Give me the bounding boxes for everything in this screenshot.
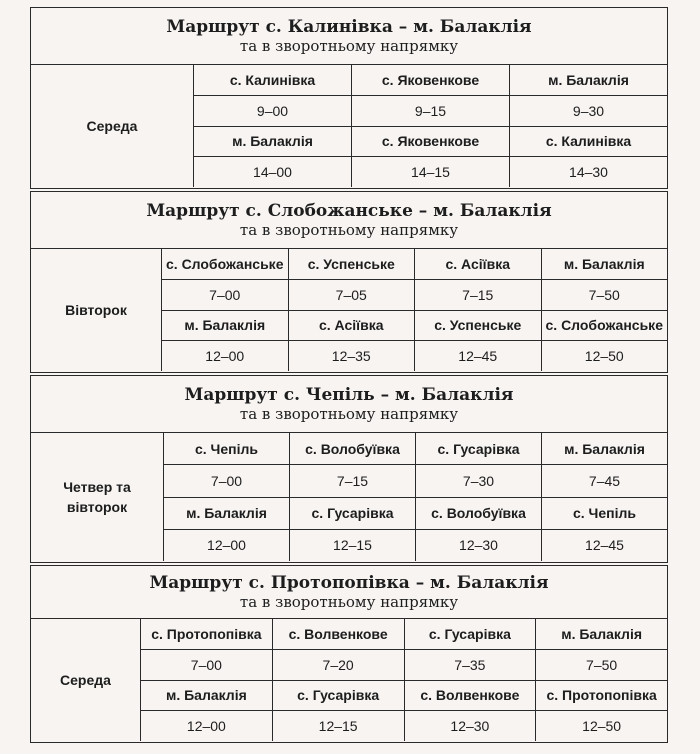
stop-name: м. Балаклія [141, 681, 273, 711]
route-day: Середа [31, 619, 141, 741]
stop-name: с. Протопопівка [141, 619, 273, 649]
table-row [194, 65, 667, 96]
route-header [31, 8, 667, 65]
route-header [31, 566, 667, 619]
route-block [30, 375, 668, 563]
stop-name: м. Балаклія [164, 498, 290, 529]
departure-time: 14–00 [194, 157, 352, 187]
route-header [31, 376, 667, 433]
timetable-grid [194, 65, 667, 187]
departure-time: 12–00 [141, 711, 273, 741]
table-row [162, 341, 667, 371]
route-block [30, 7, 668, 189]
departure-time: 12–30 [405, 711, 537, 741]
route-title: Маршрут с. Слобожанське – м. Балаклія [146, 201, 552, 221]
stop-name: с. Волобуївка [290, 433, 416, 464]
stop-name: с. Успенське [415, 311, 542, 341]
route-block [30, 191, 668, 373]
departure-time: 12–15 [273, 711, 405, 741]
stop-name: с. Гусарівка [405, 619, 537, 649]
departure-time: 7–00 [162, 280, 289, 310]
route-subtitle: та в зворотньому напрямку [239, 221, 459, 239]
stop-name: м. Балаклія [563, 255, 645, 272]
stop-name: с. Асіївка [289, 311, 416, 341]
table-row [141, 650, 667, 681]
table-row [141, 619, 667, 650]
departure-time: 7–45 [588, 472, 621, 489]
departure-time: 12–35 [289, 341, 416, 371]
departure-time: 9–30 [572, 102, 605, 119]
departure-time: 12–50 [582, 718, 622, 735]
departure-time: 12–45 [585, 537, 624, 554]
table-row [194, 157, 667, 187]
route-subtitle: та в зворотньому напрямку [239, 593, 459, 611]
departure-time: 7–00 [164, 465, 290, 496]
table-row [141, 681, 667, 712]
departure-time: 9–00 [194, 96, 352, 126]
route-title: Маршрут с. Протопопівка – м. Балаклія [149, 573, 549, 593]
departure-time: 14–15 [352, 157, 510, 187]
stop-name: м. Балаклія [194, 127, 352, 157]
stop-name: м. Балаклія [162, 311, 289, 341]
route-day: Вівторок [31, 249, 162, 371]
stop-name: с. Протопопівка [546, 687, 657, 704]
departure-time: 7–05 [289, 280, 416, 310]
table-row [194, 127, 667, 158]
departure-time: 7–35 [405, 650, 537, 680]
stop-name: с. Успенське [289, 249, 416, 279]
stop-name: с. Чепіль [164, 433, 290, 464]
timetable-grid [162, 249, 667, 371]
stop-name: с. Волобуївка [416, 498, 542, 529]
stop-name: с. Гусарівка [290, 498, 416, 529]
stop-name: с. Слобожанське [545, 317, 663, 334]
stop-name: с. Волвенкове [405, 681, 537, 711]
table-row [164, 530, 667, 561]
route-day: Середа [31, 65, 194, 187]
table-row [162, 311, 667, 342]
departure-time: 7–50 [586, 656, 618, 673]
route-subtitle: та в зворотньому напрямку [239, 37, 459, 55]
departure-time: 12–00 [162, 341, 289, 371]
table-row [141, 711, 667, 741]
stop-name: с. Яковенкове [352, 127, 510, 157]
departure-time: 7–15 [415, 280, 542, 310]
departure-time: 12–15 [290, 530, 416, 561]
table-row [164, 433, 667, 465]
departure-time: 7–15 [290, 465, 416, 496]
departure-time: 7–00 [141, 650, 273, 680]
table-row [164, 498, 667, 530]
route-title: Маршрут с. Чепіль – м. Балаклія [184, 385, 514, 405]
departure-time: 12–00 [164, 530, 290, 561]
stop-name: с. Яковенкове [352, 65, 510, 95]
stop-name: с. Гусарівка [416, 433, 542, 464]
route-day: Четвер та вівторок [31, 433, 164, 561]
departure-time: 7–30 [416, 465, 542, 496]
route-title: Маршрут с. Калинівка – м. Балаклія [166, 17, 532, 37]
timetable-grid [164, 433, 667, 561]
departure-time: 7–20 [273, 650, 405, 680]
stop-name: м. Балаклія [564, 440, 645, 457]
stop-name: с. Калинівка [545, 133, 632, 150]
timetable-grid [141, 619, 667, 741]
departure-time: 9–15 [352, 96, 510, 126]
stop-name: с. Чепіль [572, 505, 637, 522]
table-row [164, 465, 667, 497]
stop-name: м. Балаклія [561, 625, 643, 642]
stop-name: с. Калинівка [194, 65, 352, 95]
route-block [30, 565, 668, 743]
table-row [194, 96, 667, 127]
stop-name: с. Гусарівка [273, 681, 405, 711]
stop-name: м. Балаклія [548, 71, 629, 88]
route-header [31, 192, 667, 249]
departure-time: 12–30 [416, 530, 542, 561]
table-row [162, 249, 667, 280]
stop-name: с. Волвенкове [273, 619, 405, 649]
departure-time: 12–45 [415, 341, 542, 371]
departure-time: 14–30 [569, 164, 608, 181]
stop-name: с. Слобожанське [162, 249, 289, 279]
departure-time: 12–50 [584, 348, 624, 365]
stop-name: с. Асіївка [415, 249, 542, 279]
route-subtitle: та в зворотньому напрямку [239, 405, 459, 423]
departure-time: 7–50 [588, 286, 620, 303]
table-row [162, 280, 667, 311]
